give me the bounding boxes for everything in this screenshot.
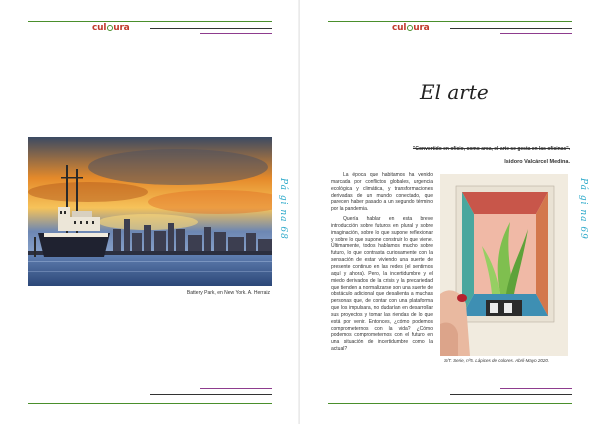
bottom-rule-dark [450, 394, 572, 395]
battery-park-photo [28, 137, 272, 286]
top-rule-green [328, 21, 572, 22]
logo-ring-icon [107, 25, 113, 31]
body-paragraph: La época que habitamos ha venido marcada por conflictos globales, urgencia ecológica y climática, y transformaciones derivadas de un mundo conectado, que parecen haber pasado a un segundo término por la pandemia. [331, 172, 433, 213]
bottom-rule-green [328, 403, 572, 404]
bottom-rule-purple [200, 388, 272, 389]
article-body [331, 172, 433, 386]
body-paragraph: Quería hablar en esta breve introducción sobre futuros en plural y sobre imaginación, sobre lo que supone reflexionar y sobre lo que supone construir lo que viene. Últimamente, todos hablamos mucho sobre futuro, lo que contrasta curiosamente con la sensación de estar viviendo una suerte de presente continuo en las redes (el sentirnos aquí y ahora). Pero, la incertidumbre y el miedo derivados de la crisis y la precariedad que tienden a normalizarse son una suerte de obstáculo adicional que desalienta a muchas personas que, de contar con una plataforma que los impulsara, no dudarían en desarrollar sus proyectos y tomar las riendas de lo que está por venir. Entonces, ¿cómo podemos comprometernos con la vida? ¿Cómo podemos comprometernos con el futuro en una situación de incertidumbre como la actual? [331, 216, 433, 353]
page-number-label: Pá gi na 68 [278, 178, 288, 240]
magazine-logo: cul ura [92, 23, 130, 33]
magazine-logo: cul ura [392, 23, 430, 33]
photo-caption: Battery Park, en New York. A. Herraiz [186, 290, 270, 296]
bottom-rule-green [28, 403, 272, 404]
top-rule-purple [200, 33, 272, 34]
logo-ring-icon [407, 25, 413, 31]
epigraph-author: Isidoro Valcárcel Medina. [504, 159, 570, 165]
artwork-photo [440, 174, 568, 356]
top-rule-green [28, 21, 272, 22]
top-rule-dark [150, 28, 272, 29]
bottom-rule-dark [150, 394, 272, 395]
article-title: El arte [420, 80, 489, 104]
epigraph-quote: "Convertido en oficio, como arca, el arte se gesta en las oficinas". [412, 146, 570, 152]
bottom-rule-purple [500, 388, 572, 389]
top-rule-purple [500, 33, 572, 34]
top-rule-dark [450, 28, 572, 29]
artwork-caption: S/T. Serie, nº5. Lápices de colores. Abril-Mayo 2020. [444, 358, 550, 363]
page-number-label: Pá gi na 69 [578, 178, 588, 240]
